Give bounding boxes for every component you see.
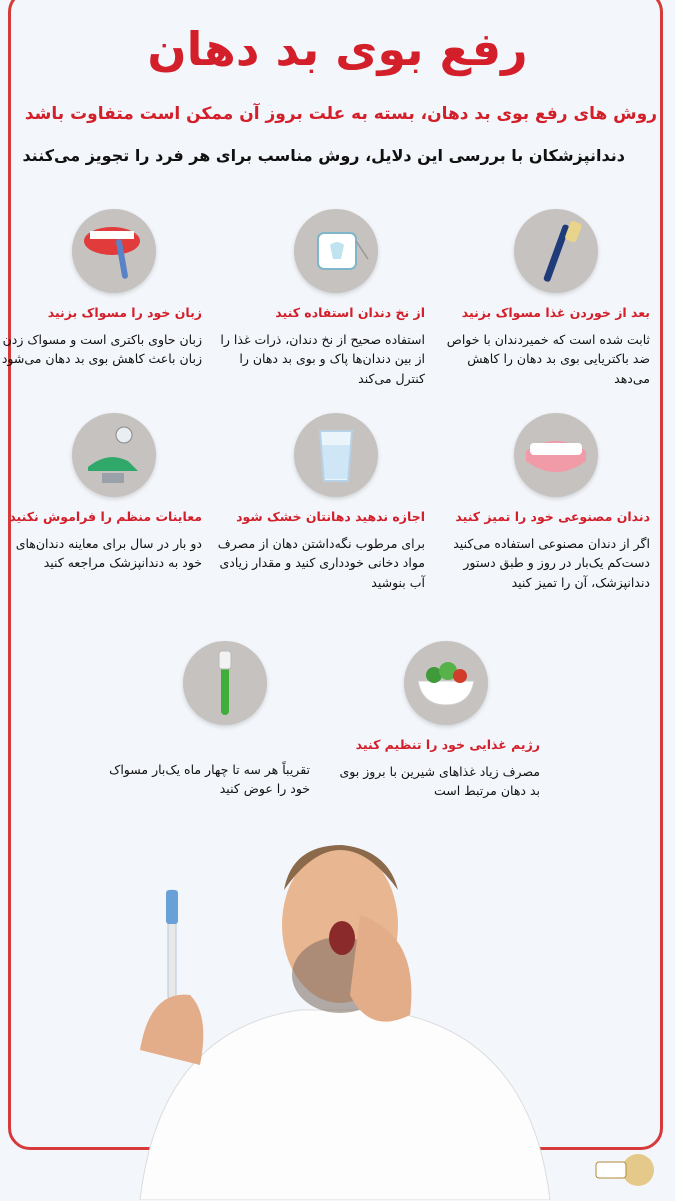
tip-title: اجازه ندهید دهانتان خشک شود bbox=[236, 509, 425, 524]
tip-card-diet bbox=[330, 737, 540, 801]
tip-title: دندان مصنوعی خود را تمیز کنید bbox=[455, 509, 650, 524]
tongue-brushing-icon bbox=[72, 209, 156, 293]
intro-text: دندانپزشکان با بررسی این دلایل، روش مناسب برای هر فرد را تجویز می‌کنند bbox=[22, 146, 625, 165]
tip-body: اگر از دندان مصنوعی استفاده می‌کنید دست‌کم یک‌بار در روز و طبق دستور دندانپزشک، آن را تمیز کنید bbox=[453, 536, 650, 590]
tip-title: رژیم غذایی خود را تنظیم کنید bbox=[355, 737, 540, 752]
toothbrush-icon bbox=[514, 209, 598, 293]
tip-body: تقریباً هر سه تا چهار ماه یک‌بار مسواک خود را عوض کنید bbox=[109, 762, 310, 797]
dental-floss-icon bbox=[294, 209, 378, 293]
tip-title: زبان خود را مسواک بزنید bbox=[47, 305, 202, 320]
tip-body: زبان حاوی باکتری است و مسواک زدن زبان باعث کاهش بوی بد دهان می‌شود bbox=[1, 332, 202, 367]
brand-logo bbox=[590, 1150, 660, 1190]
tip-card-brush-after-meal bbox=[440, 305, 650, 388]
tip-body: دو بار در سال برای معاینه دندان‌های خود به دندانپزشک مراجعه کنید bbox=[15, 536, 202, 571]
tip-body: برای مرطوب نگه‌داشتن دهان از مصرف مواد دخانی خودداری کنید و مقدار زیادی آب بنوشید bbox=[217, 536, 425, 590]
dental-chair-icon bbox=[72, 413, 156, 497]
tip-card-checkups bbox=[0, 509, 202, 573]
tip-card-floss bbox=[215, 305, 425, 388]
tip-card-replace-brush bbox=[100, 760, 310, 799]
denture-icon bbox=[514, 413, 598, 497]
tip-card-dry-mouth bbox=[215, 509, 425, 592]
water-glass-icon bbox=[294, 413, 378, 497]
salad-bowl-icon bbox=[404, 641, 488, 725]
page-title: رفع بوی بد دهان bbox=[147, 22, 528, 76]
man-with-toothbrush-photo bbox=[100, 800, 570, 1200]
tip-body: ثابت شده است که خمیردندان با خواص ضد باکتریایی بوی بد دهان را کاهش می‌دهد bbox=[446, 332, 650, 386]
tip-title: بعد از خوردن غذا مسواک بزنید bbox=[461, 305, 650, 320]
green-toothbrush-icon bbox=[183, 641, 267, 725]
tip-body: استفاده صحیح از نخ دندان، ذرات غذا را از بین دندان‌ها پاک و بوی بد دهان را کنترل می‌کند bbox=[220, 332, 425, 386]
subtitle: روش های رفع بوی بد دهان، بسته به علت بروز آن ممکن است متفاوت باشد bbox=[24, 104, 657, 124]
tip-card-denture bbox=[440, 509, 650, 592]
tip-title: معاینات منظم را فراموش نکنید bbox=[9, 509, 202, 524]
tip-title: از نخ دندان استفاده کنید bbox=[275, 305, 425, 320]
tip-body: مصرف زیاد غذاهای شیرین با بروز بوی بد دهان مرتبط است bbox=[339, 764, 540, 799]
tip-card-brush-tongue bbox=[0, 305, 202, 369]
